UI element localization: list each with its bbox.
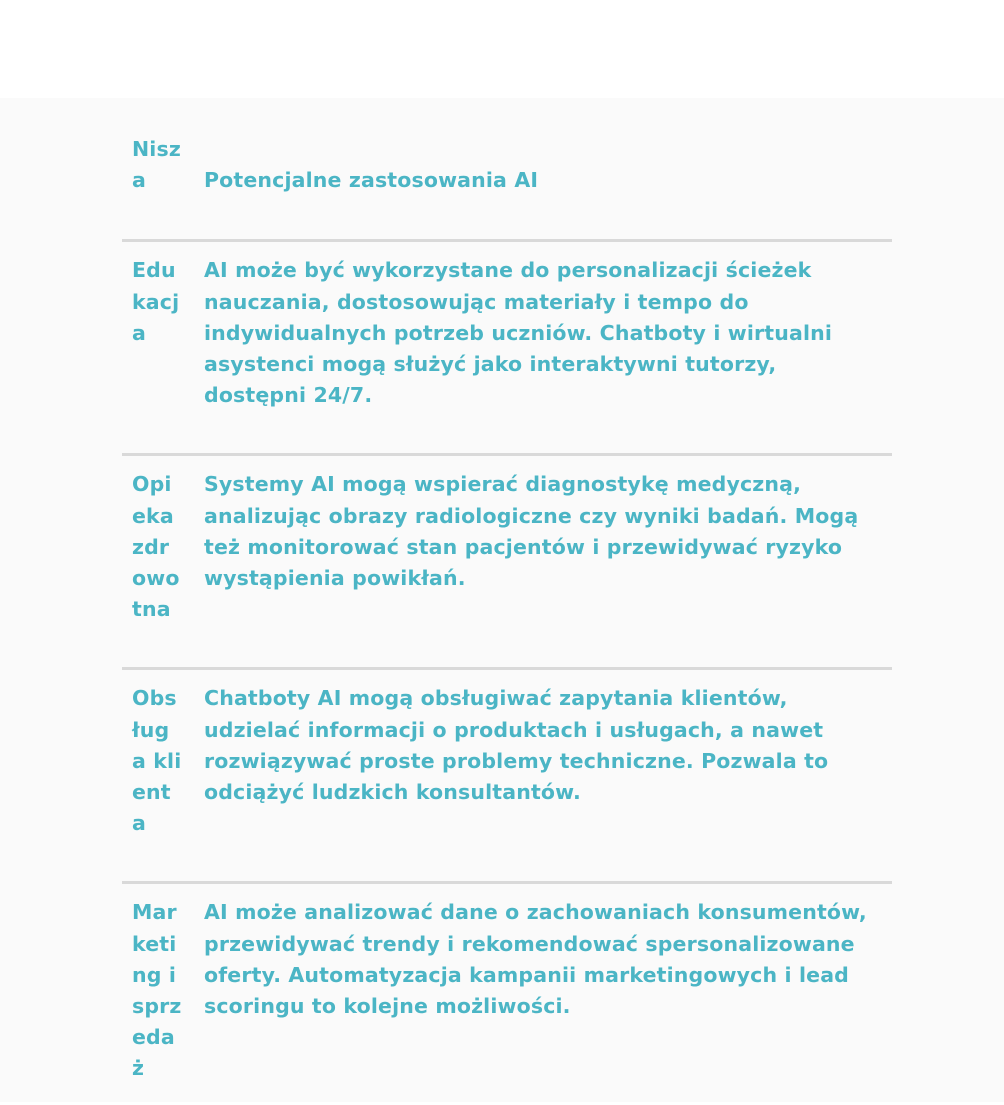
table-header: [122, 134, 892, 241]
table-row-education: [122, 241, 892, 455]
row-description-cell: Chatboty AI mogą obsługiwać zapytania klientów, udzielać informacji o produktach i usługach, a nawet rozwiązywać proste problemy techniczne. Pozwala to odciążyć ludzkich konsultantów.: [204, 669, 892, 883]
header-niche: Nisza: [122, 134, 204, 241]
row-niche-cell: Obsługa klienta: [122, 669, 204, 883]
row-description-cell: Systemy AI mogą wspierać diagnostykę medyczną, analizując obrazy radiologiczne czy wyniki badań. Mogą też monitorować stan pacjentów i przewidywać ryzyko wystąpienia powikłań.: [204, 455, 892, 669]
row-description-cell: AI może analizować dane o zachowaniach konsumentów, przewidywać trendy i rekomendować spersonalizowane oferty. Automatyzacja kampanii marketingowych i lead scoringu to kolejne możliwości.: [204, 900, 867, 1019]
row-niche-cell: Edukacja: [122, 241, 204, 455]
table-row-healthcare: [122, 455, 892, 669]
table-row-customer-service: [122, 669, 892, 883]
content-panel: [0, 98, 1004, 1102]
row-niche-cell: Opieka zdrowotna: [122, 455, 204, 669]
table-body: [122, 241, 892, 1105]
row-niche-cell: Marketing i sprzedaż: [132, 900, 182, 1081]
header-row: [122, 134, 892, 241]
ai-applications-table: [122, 134, 892, 1105]
top-blank-area: [0, 0, 1004, 98]
table-row-marketing: [122, 883, 892, 1105]
row-description-cell: AI może być wykorzystane do personalizacji ścieżek nauczania, dostosowując materiały i tempo do indywidualnych potrzeb uczniów. Chatboty i wirtualni asystenci mogą służyć jako interaktywni tutorzy, dostępni 24/7.: [204, 241, 892, 455]
header-applications: Potencjalne zastosowania AI: [204, 134, 892, 241]
